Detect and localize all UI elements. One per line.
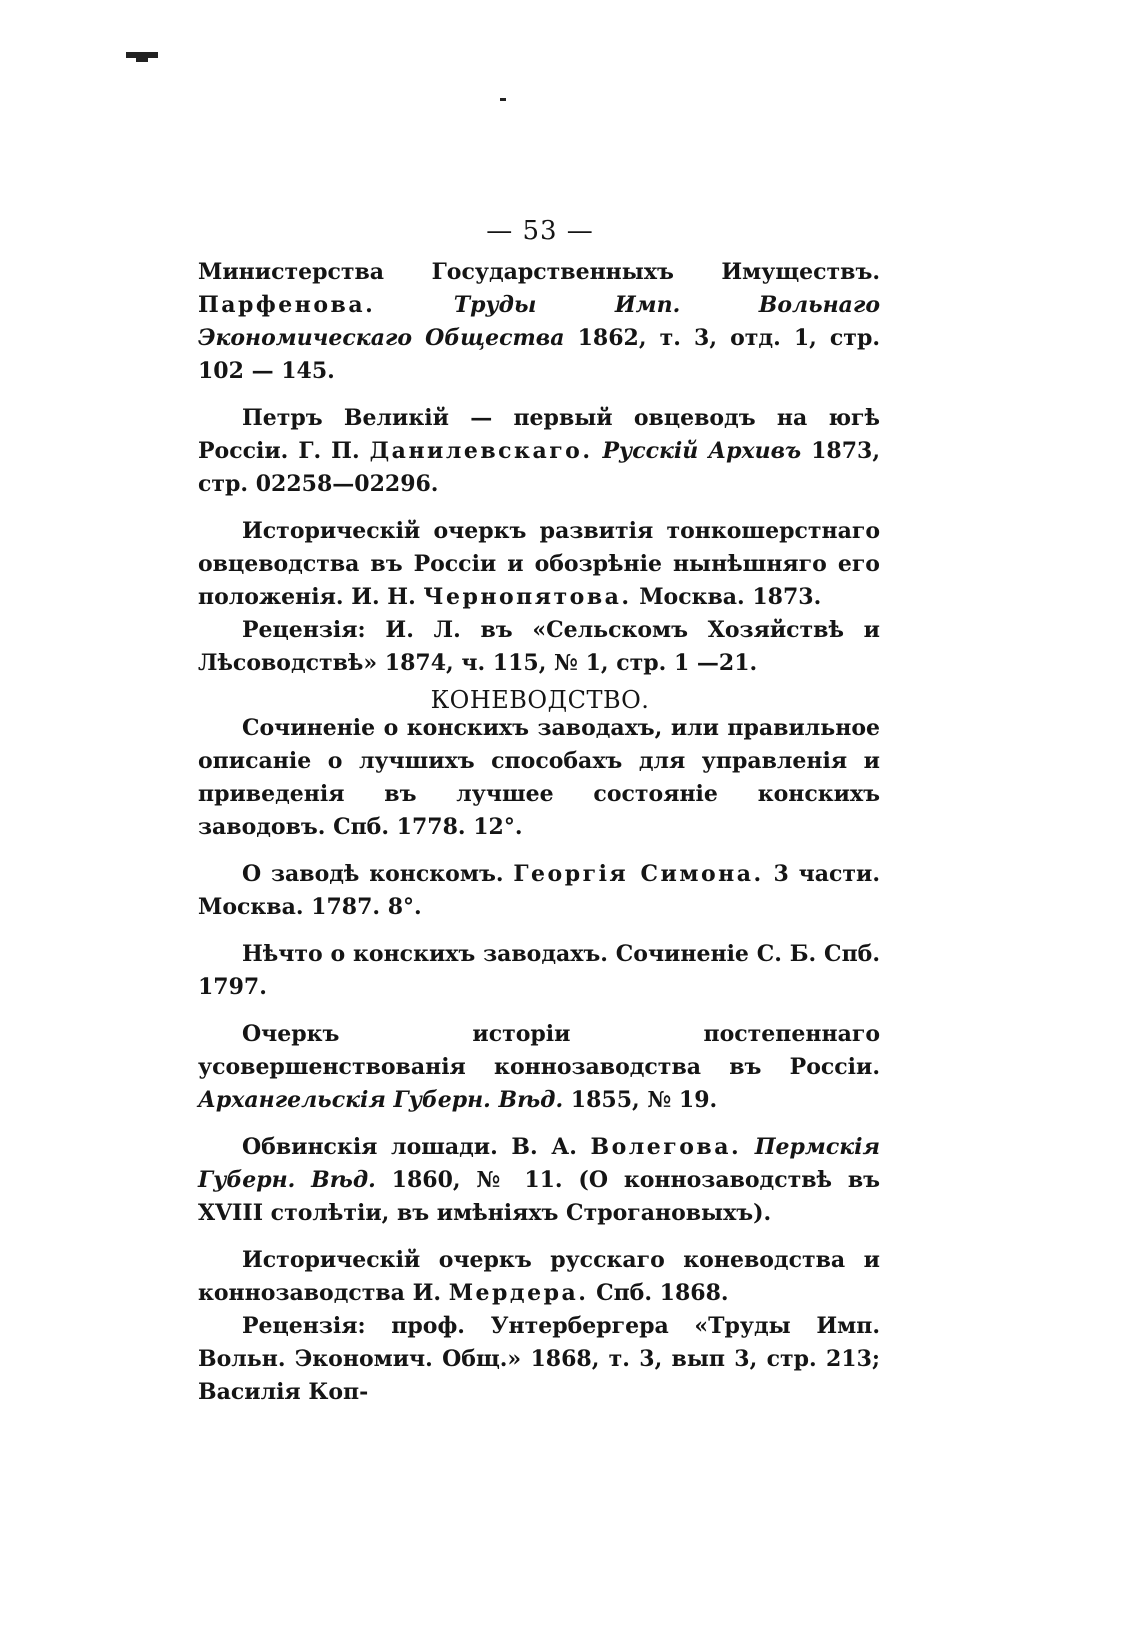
- bibliography-entry: Обвинскія лошади. В. А. Волегова. Пермскія Губерн. Вѣд. 1860, № 11. (О коннозаводствѣ въ XVIII столѣтіи, въ имѣніяхъ Строгановыхъ).: [198, 1134, 880, 1226]
- bibliography-entry: Очеркъ исторіи постепеннаго усовершенствованія коннозаводства въ Россіи. Архангельскія Губерн. Вѣд. 1855, № 19.: [198, 1021, 880, 1113]
- bibliography-entry: Петръ Великій — первый овцеводъ на югѣ Россіи. Г. П. Данилевскаго. Русскій Архивъ 1873, стр. 02258—02296.: [198, 405, 880, 497]
- page-number: — 53 —: [486, 216, 594, 246]
- bibliography-entry: Министерства Государственныхъ Имуществъ. Парфенова. Труды Имп. Вольнаго Экономическаго Общества 1862, т. 3, отд. 1, стр. 102 — 145.: [198, 259, 880, 384]
- bibliography-entry: Историческій очеркъ русскаго коневодства и коннозаводства И. Мердера. Спб. 1868.: [198, 1247, 880, 1306]
- bibliography-horse-breeding: [198, 712, 880, 1409]
- bibliography-top: [198, 256, 880, 680]
- scan-mark: [136, 58, 148, 62]
- bibliography-entry: Историческій очеркъ развитія тонкошерстнаго овцеводства въ Россіи и обозрѣніе нынѣшняго его положенія. И. Н. Чернопятова. Москва. 1873.: [198, 518, 880, 610]
- section-heading: КОНЕВОДСТВО.: [430, 686, 650, 714]
- bibliography-entry: Нѣчто о конскихъ заводахъ. Сочиненіе С. Б. Спб. 1797.: [198, 941, 880, 1000]
- scan-speck: [500, 98, 506, 101]
- bibliography-review: Рецензія: И. Л. въ «Сельскомъ Хозяйствѣ и Лѣсоводствѣ» 1874, ч. 115, № 1, стр. 1 —21.: [198, 617, 880, 676]
- bibliography-entry: Сочиненіе о конскихъ заводахъ, или правильное описаніе о лучшихъ способахъ для управленія и приведенія въ лучшее состояніе конскихъ заводовъ. Спб. 1778. 12°.: [198, 715, 880, 840]
- bibliography-entry: О заводѣ конскомъ. Георгія Симона. 3 части. Москва. 1787. 8°.: [198, 861, 881, 920]
- bibliography-review: Рецензія: проф. Унтербергера «Труды Имп. Вольн. Экономич. Общ.» 1868, т. 3, вып 3, стр. 213; Василія Коп-: [198, 1313, 880, 1405]
